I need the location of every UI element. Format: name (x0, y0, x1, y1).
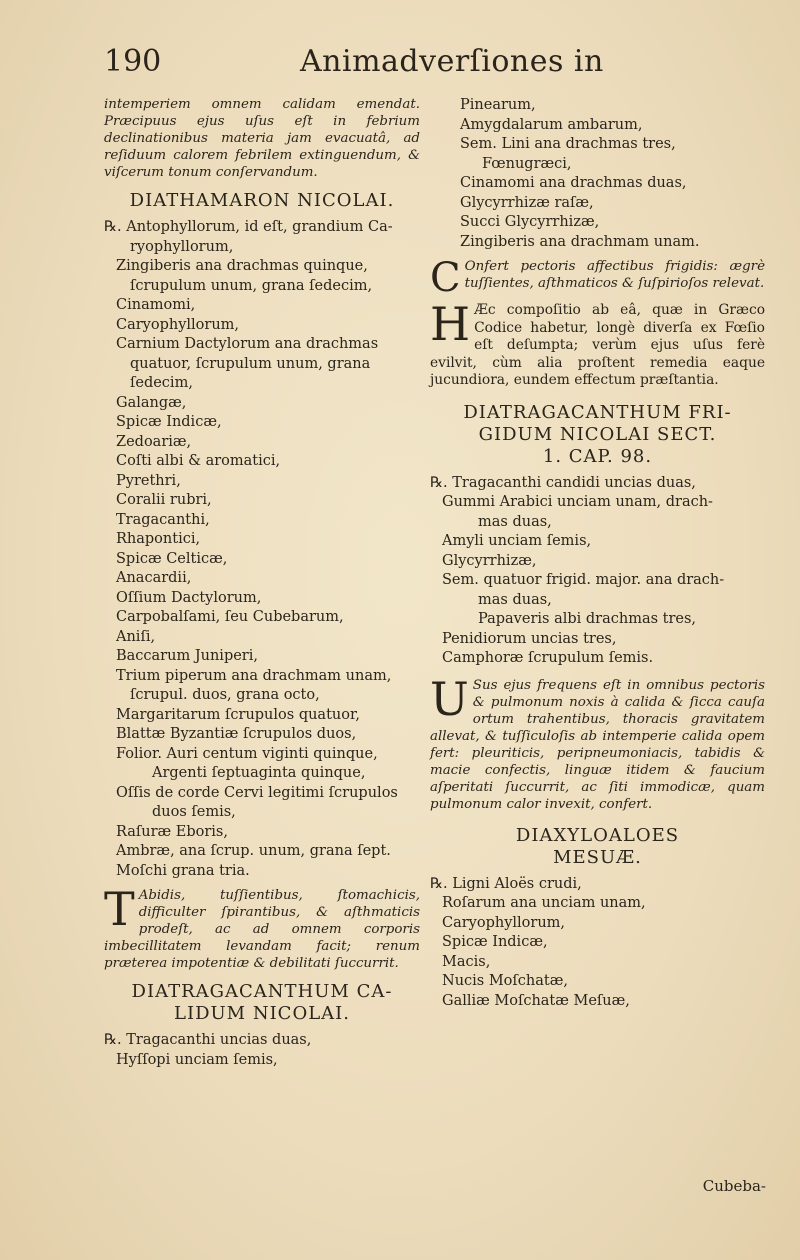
recipe-line: Papaveris albi drachmas tres, (478, 611, 697, 627)
recipe-line: Macis, (442, 953, 491, 970)
left-column (104, 96, 420, 1070)
recipe-line: Anacardii, (116, 570, 192, 586)
recipe-line: Folior. Auri centum viginti quinque, (116, 745, 378, 762)
paragraph-text: Sus ejus frequens eſt in omnibus pectoris & pulmonum noxis à calida & ſicca cauſa ortum trahentibus, thoracis gravitatem allevat, & tuſſiculoſis ab intemperie calida opem fert: pleuriticis, peripneumoniacis, tabidis & macie confectis, linguæ itidem & faucium aſperitati ſuccurrit, ac ſiti immodicæ, quam pulmonum calor invexit, confert. (430, 677, 765, 812)
recipe-line: Trium piperum ana drachmam unam, (116, 667, 392, 684)
heading-diatragacanthum-calidum (104, 981, 420, 1025)
recipe-line: Caryophyllorum, (116, 316, 240, 333)
recipe-line: Sem. quatuor frigid. major. ana drach- (442, 572, 725, 588)
recipe-line: Spicæ Indicæ, (116, 414, 222, 430)
recipe-line: Carpobalſami, ſeu Cubebarum, (116, 609, 344, 625)
page-header (0, 44, 800, 90)
recipe-line: Succi Glycyrrhizæ, (460, 214, 600, 230)
heading-diatragacanthum-frigidum (430, 402, 765, 468)
recipe-line: Zingiberis ana drachmam unam. (460, 233, 700, 250)
drop-cap: H (430, 297, 471, 351)
catchword: Cubeba- (702, 1177, 766, 1195)
recipe-line: Spicæ Indicæ, (442, 934, 548, 950)
recipe-line: Coralii rubri, (116, 492, 212, 508)
recipe-line: ℞. Tragacanthi candidi uncias duas, (430, 474, 696, 491)
recipe-line: ſcrupulum unum, grana ſedecim, (130, 277, 373, 294)
recipe-line: Carnium Dactylorum ana drachmas (116, 336, 379, 352)
recipe-line: Rhapontici, (116, 531, 201, 547)
recipe-diatragacanthum-frigidum (430, 474, 765, 669)
heading-line: LIDUM NICOLAI. (174, 1003, 350, 1024)
recipe-line: Tragacanthi, (116, 511, 210, 528)
recipe-line: Hyſſopi unciam ſemis, (116, 1051, 278, 1068)
recipe-line: ryophyllorum, (130, 238, 234, 255)
drop-cap: T (104, 882, 135, 936)
recipe-line: mas duas, (478, 591, 552, 608)
drop-cap: U (430, 671, 469, 726)
recipe-line: mas duas, (478, 513, 552, 530)
recipe-line: quatuor, ſcrupulum unum, grana (130, 355, 371, 372)
heading-line: DIAXYLOALOES (515, 824, 680, 846)
recipe-line: Galliæ Moſchatæ Meſuæ, (442, 992, 630, 1009)
recipe-line: Argenti ſeptuaginta quinque, (152, 765, 366, 781)
recipe-line: Nucis Moſchatæ, (442, 973, 568, 989)
paragraph-text: Abidis, tuſſientibus, ſtomachicis, difficulter ſpirantibus, & aſthmaticis prodeſt, ac ad omnem corporis imbecillitatem levandam facit; renum præterea impotentiæ & debilitati ſuccurrit. (104, 888, 420, 971)
recipe-line: ℞. Antophyllorum, id eſt, grandium Ca- (104, 219, 393, 235)
recipe-line: Oſſium Dactylorum, (116, 589, 262, 606)
recipe-line: ſcrupul. duos, grana octo, (130, 687, 320, 703)
heading-line: 1. CAP. 98. (542, 445, 653, 467)
heading-line: MESUÆ. (553, 846, 642, 868)
paragraph-text: Æc compoſitio ab eâ, quæ in Græco Codice habetur, longè diverſa ex Fœſio eſt deſumpta; verùm ejus uſus ferè evilvit, cùm alia proſtent remedia eaque jucundiora, eundem effectum præſtantia. (430, 302, 765, 388)
recipe-line: ℞. Tragacanthi uncias duas, (104, 1032, 312, 1048)
recipe-line: Roſarum ana unciam unam, (442, 895, 646, 911)
recipe-line: Margaritarum ſcrupulos quatuor, (116, 706, 360, 723)
running-title: Animadverſiones in (300, 44, 604, 79)
heading-line: DIATRAGACANTHUM FRI- (463, 401, 732, 423)
recipe-line: Oſſis de corde Cervi legitimi ſcrupulos (116, 784, 398, 801)
recipe-diaxyloaloes (430, 875, 765, 1012)
right-column (430, 96, 765, 1011)
commentary-paragraph (430, 297, 765, 390)
recipe-line: Amyli unciam ſemis, (442, 533, 592, 549)
usage-paragraph-frigidum (430, 671, 765, 813)
page-number: 190 (104, 44, 162, 79)
recipe-line: Aniſi, (116, 628, 156, 645)
recipe-diathamaron (104, 218, 420, 881)
heading-line: GIDUM NICOLAI SECT. (478, 423, 717, 445)
recipe-line: Pinearum, (460, 97, 536, 113)
recipe-line: Glycyrrhizæ raſæ, (460, 194, 594, 211)
recipe-line: Penidiorum uncias tres, (442, 630, 617, 647)
recipe-line: Caryophyllorum, (442, 914, 566, 931)
recipe-continued (430, 96, 765, 252)
recipe-line: Glycyrrhizæ, (442, 552, 537, 569)
heading-diathamaron: DIATHAMARON NICOLAI. (129, 190, 395, 211)
recipe-line: Coſti albi & aromatici, (116, 453, 281, 469)
recipe-line: Blattæ Byzantiæ ſcrupulos duos, (116, 726, 357, 742)
paragraph-text: Onfert pectoris affectibus frigidis: ægrè tuſſientes, aſthmaticos & ſuſpirioſos relevat. (464, 259, 765, 291)
recipe-line: Sem. Lini ana drachmas tres, (460, 136, 676, 152)
recipe-line: Galangæ, (116, 394, 187, 411)
recipe-line: Zingiberis ana drachmas quinque, (116, 258, 368, 274)
recipe-line: Cinamomi, (116, 297, 196, 313)
recipe-line: Ambræ, ana ſcrup. unum, grana ſept. (116, 843, 391, 859)
recipe-line: ℞. Ligni Aloës crudi, (430, 875, 582, 892)
drop-cap: C (430, 255, 461, 301)
usage-paragraph-diathamaron (104, 882, 420, 972)
recipe-line: Camphoræ ſcrupulum ſemis. (442, 650, 654, 666)
recipe-line: ſedecim, (130, 375, 193, 391)
usage-paragraph-confert (430, 255, 765, 301)
recipe-line: Amygdalarum ambarum, (460, 116, 643, 133)
recipe-line: Fœnugræci, (482, 155, 572, 172)
recipe-line: Moſchi grana tria. (116, 862, 250, 879)
recipe-line: Spicæ Celticæ, (116, 550, 228, 567)
recipe-line: Gummi Arabici unciam unam, drach- (442, 494, 713, 510)
intro-paragraph: intemperiem omnem calidam emendat. Præcipuus ejus uſus eſt in febrium declinationibus materia jam evacuatâ, ad reſiduum calorem febrilem extinguendum, & viſcerum tonum conſervandum. (104, 97, 420, 180)
recipe-line: Baccarum Juniperi, (116, 648, 258, 664)
recipe-line: Cinamomi ana drachmas duas, (460, 175, 687, 191)
recipe-line: Raſuræ Eboris, (116, 823, 228, 840)
recipe-line: duos ſemis, (152, 804, 236, 820)
recipe-diatragacanthum-calidum (104, 1031, 420, 1070)
recipe-line: Pyrethri, (116, 472, 181, 489)
recipe-line: Zedoariæ, (116, 433, 192, 450)
heading-diaxyloaloes (430, 825, 765, 869)
heading-line: DIATRAGACANTHUM CA- (131, 981, 393, 1002)
